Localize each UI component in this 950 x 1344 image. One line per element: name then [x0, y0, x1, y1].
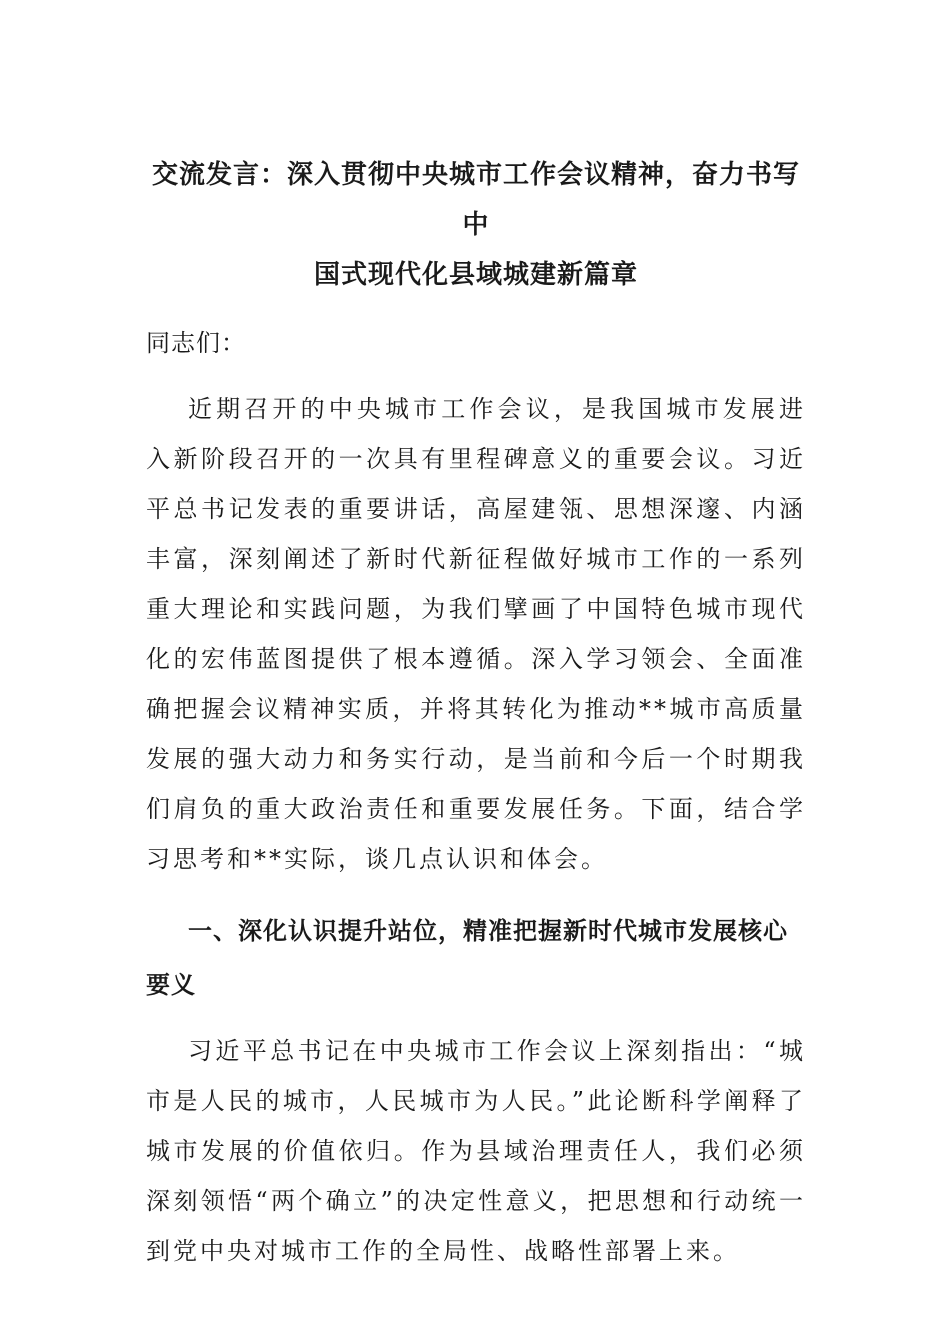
document-title — [146, 150, 806, 300]
salutation: 同志们： — [146, 329, 246, 357]
paragraph-intro: 近期召开的中央城市工作会议，是我国城市发展进入新阶段召开的一次具有里程碑意义的重要会议。习近平总书记发表的重要讲话，高屋建瓴、思想深邃、内涵丰富，深刻阐述了新时代新征程做好城市工作的一系列重大理论和实践问题，为我们擘画了中国特色城市现代化的宏伟蓝图提供了根本遵循。深入学习领会、全面准确把握会议精神实质，并将其转化为推动**城市高质量发展的强大动力和务实行动，是当前和今后一个时期我们肩负的重大政治责任和重要发展任务。下面，结合学习思考和**实际，谈几点认识和体会。 — [146, 395, 806, 873]
title-line-1: 交流发言：深入贯彻中央城市工作会议精神，奋力书写中 — [151, 160, 800, 240]
paragraph-section-1: 习近平总书记在中央城市工作会议上深刻指出：“城市是人民的城市，人民城市为人民。”此论断科学阐释了城市发展的价值依归。作为县域治理责任人，我们必须深刻领悟“两个确立”的决定性意义，把思想和行动统一到党中央对城市工作的全局性、战略性部署上来。 — [146, 1037, 806, 1265]
section-heading-1: 一、深化认识提升站位，精准把握新时代城市发展核心要义 — [146, 917, 788, 999]
title-line-2: 国式现代化县域城建新篇章 — [313, 260, 638, 290]
document-body — [146, 150, 806, 1276]
